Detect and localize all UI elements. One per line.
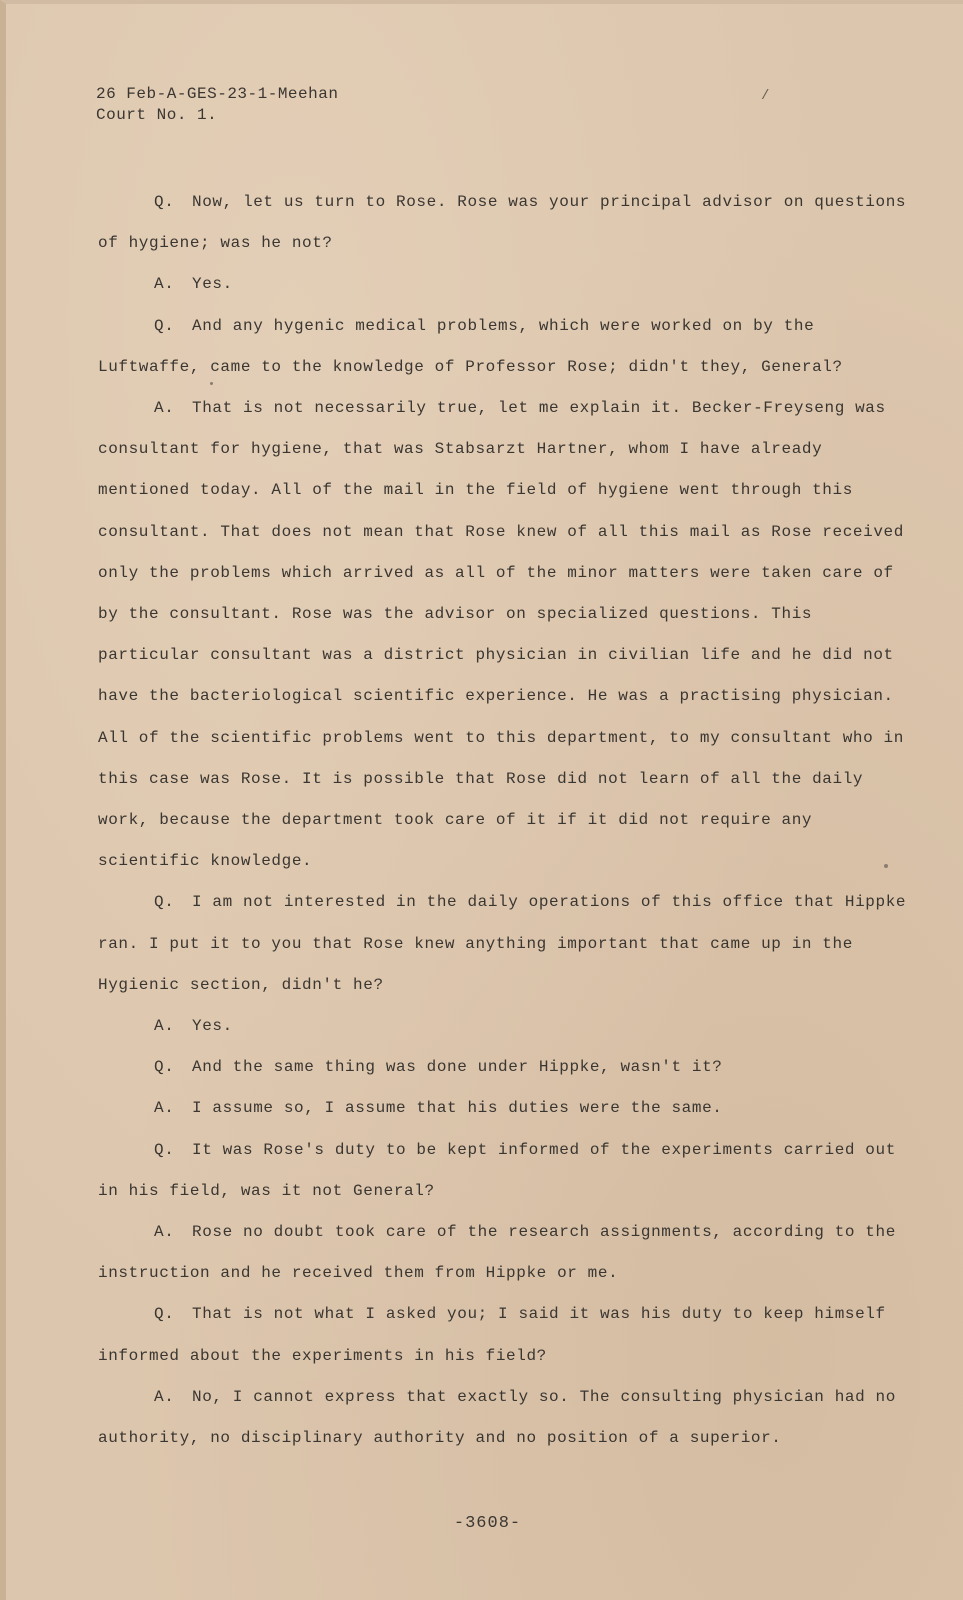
speaker-label: Q. [154,193,175,211]
transcript-paragraph [98,182,918,264]
transcript-paragraph [98,1047,918,1088]
speaker-label: Q. [154,316,175,335]
paragraph-text: That is not necessarily true, let me explain it. Becker-Freyseng was consultant for hygiene, that was Stabsarzt Hartner, whom I have already mentioned today. All of the mail in the field of hygiene went through this consultant. That does not mean that Rose knew of all this mail as Rose received only the problems which arrived as all of the minor matters were taken care of by the consultant. Rose was the advisor on specialized questions. This particular consultant was a district physician in civilian life and he did not have the bacteriological scientific experience. He was a practising physician. All of the scientific problems went to this department, to my consultant who in this case was Rose. It is possible that Rose did not learn of all the daily work, because the department took care of it if it did not require any scientific knowledge. [98,399,904,871]
paragraph-text: That is not what I asked you; I said it was his duty to keep himself informed about the experiments in his field? [98,1305,886,1365]
transcript-paragraph [98,1212,918,1294]
transcript-paragraph [98,1130,918,1212]
speaker-label: Q. [154,1140,175,1159]
speaker-label: A. [154,1387,175,1406]
page-number: -3608- [453,1514,522,1533]
transcript-paragraph [98,882,918,1006]
speaker-label: A. [154,1223,175,1242]
speaker-label: Q. [154,1305,175,1324]
paragraph-text: It was Rose's duty to be kept informed of the experiments carried out in his field, was it not General? [98,1140,896,1200]
paper-speck [884,864,888,868]
paragraph-text: No, I cannot express that exactly so. The consulting physician had no authority, no disciplinary authority and no position of a superior. [98,1387,896,1448]
header-court: Court No. 1. [96,106,218,124]
speaker-label: Q. [154,1058,175,1077]
paragraph-text: And any hygenic medical problems, which were worked on by the Luftwaffe, came to the knowledge of Professor Rose; didn't they, General? [98,316,843,376]
header-reference: 26 Feb-A-GES-23-1-Meehan [96,85,339,103]
paragraph-text: I assume so, I assume that his duties were the same. [192,1099,723,1118]
transcript-paragraph [98,1006,918,1047]
paragraph-text: Yes. [192,275,233,294]
transcript-body [98,182,918,1459]
transcript-paragraph [98,1377,918,1459]
paragraph-text: And the same thing was done under Hippke, wasn't it? [192,1058,723,1077]
paragraph-text: Now, let us turn to Rose. Rose was your principal advisor on questions of hygiene; was he not? [98,193,907,253]
document-header [96,84,338,126]
transcript-paragraph [98,388,918,882]
speaker-label: A. [154,399,175,418]
transcript-paragraph [98,306,918,388]
paragraph-text: Rose no doubt took care of the research assignments, according to the instruction and he received them from Hippke or me. [98,1223,896,1283]
speaker-label: A. [154,275,175,294]
margin-mark: / [761,88,770,104]
speaker-label: A. [154,1017,175,1036]
transcript-paragraph [98,1294,918,1376]
transcript-paragraph [98,1088,918,1129]
paragraph-text: I am not interested in the daily operations of this office that Hippke ran. I put it to you that Rose knew anything important that came up in the Hygienic section, didn't he? [98,893,907,994]
speaker-label: Q. [154,893,175,912]
speaker-label: A. [154,1099,175,1118]
transcript-paragraph [98,264,918,305]
paragraph-text: Yes. [192,1017,233,1036]
paper-speck [210,382,213,385]
